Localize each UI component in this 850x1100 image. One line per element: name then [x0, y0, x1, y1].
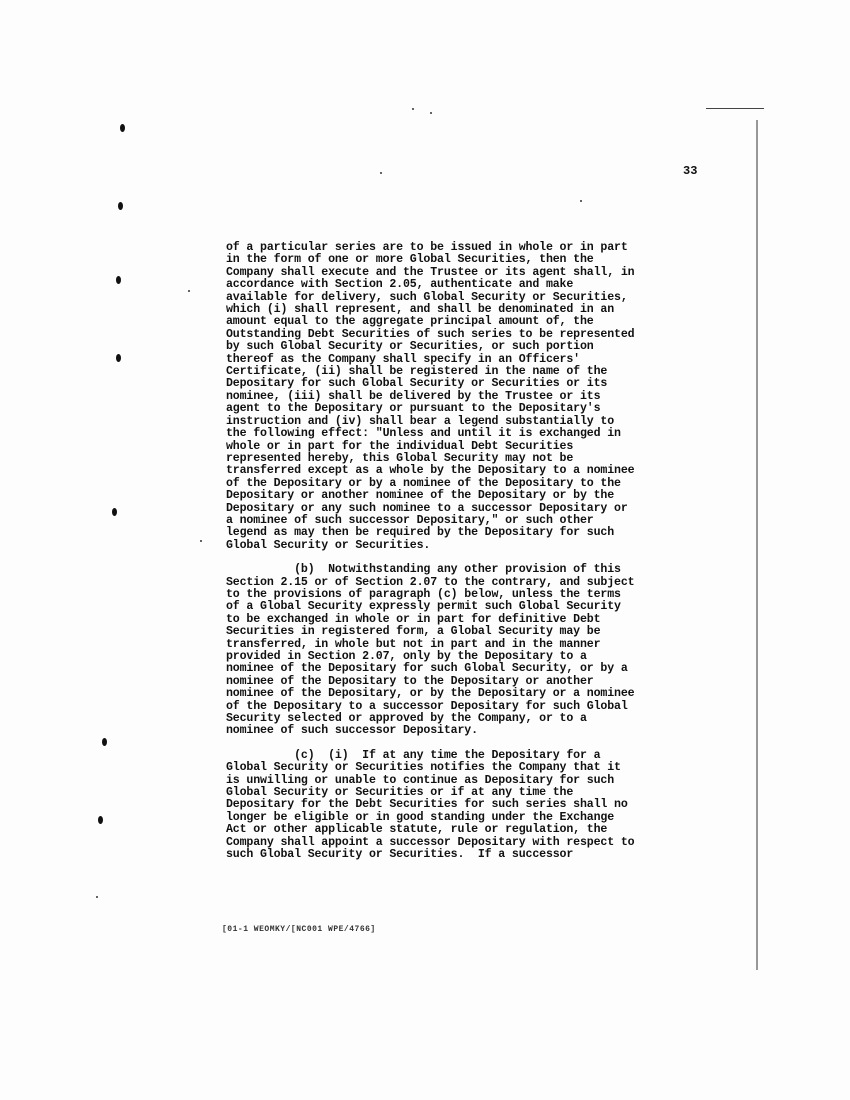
text-line: nominee of the Depositary for such Global Security, or by a	[226, 662, 628, 676]
text-line: of a Global Security expressly permit such Global Security	[226, 600, 621, 614]
scan-speck	[188, 290, 190, 292]
text-line: provided in Section 2.07, only by the Depositary to a	[226, 650, 587, 663]
binder-hole	[116, 354, 121, 362]
text-line: Section 2.15 or of Section 2.07 to the contrary, and subject	[226, 575, 635, 589]
binder-hole	[118, 202, 123, 210]
binder-hole	[120, 124, 125, 132]
text-line: Securities in registered form, a Global Security may be	[226, 625, 601, 639]
footer-document-code: [01-1 WEOMKY/[NC001 WPE/4766]	[222, 925, 376, 934]
text-line: of the Depositary or by a nominee of the Depositary to the	[226, 476, 621, 490]
text-line: longer be eligible or in good standing under the Exchange	[226, 810, 615, 824]
paragraph-container	[226, 242, 694, 862]
text-line: Global Security or Securities notifies the Company that it	[226, 761, 621, 775]
text-line: the following effect: "Unless and until it is exchanged in	[226, 427, 621, 441]
scan-speck	[96, 896, 98, 898]
text-line: Global Security or Securities.	[226, 538, 431, 552]
scan-speck	[412, 108, 414, 110]
scan-speck	[430, 112, 432, 114]
text-line: to be exchanged in whole or in part for definitive Debt	[226, 612, 601, 626]
text-line: thereof as the Company shall specify in an Officers'	[226, 352, 580, 366]
text-line: by such Global Security or Securities, or such portion	[226, 340, 594, 354]
text-line: Outstanding Debt Securities of such series to be represented	[226, 327, 635, 341]
body-text	[226, 242, 694, 862]
text-line: such Global Security or Securities. If a successor	[226, 848, 574, 862]
text-line: represented hereby, this Global Security may not be	[226, 451, 574, 465]
text-line: agent to the Depositary or pursuant to the Depositary's	[226, 402, 601, 416]
text-line: Security selected or approved by the Company, or to a	[226, 712, 587, 726]
text-line: Depositary for the Debt Securities for such series shall no	[226, 798, 628, 812]
scan-rule	[706, 108, 764, 109]
text-line: to the provisions of paragraph (c) below, unless the terms	[226, 587, 621, 601]
text-line: accordance with Section 2.05, authenticate and make	[226, 278, 574, 292]
text-line: Depositary or another nominee of the Depositary or by the	[226, 489, 615, 503]
text-line: Company shall execute and the Trustee or its agent shall, in	[226, 265, 635, 279]
text-line: which (i) shall represent, and shall be denominated in an	[226, 303, 615, 317]
text-line: Depositary for such Global Security or Securities or its	[226, 377, 608, 391]
text-line: Depositary or any such nominee to a successor Depositary or	[226, 501, 628, 515]
text-line: of the Depositary to a successor Depositary for such Global	[226, 699, 628, 713]
binder-hole	[116, 276, 121, 284]
text-line: Company shall appoint a successor Depositary with respect to	[226, 835, 635, 849]
text-line: legend as may then be required by the Depositary for such	[226, 526, 615, 540]
text-line: transferred except as a whole by the Depositary to a nominee	[226, 464, 635, 478]
page-number: 33	[683, 164, 698, 178]
text-line: instruction and (iv) shall bear a legend substantially to	[226, 414, 615, 428]
scan-speck	[580, 200, 582, 202]
text-line: whole or in part for the individual Debt Securities	[226, 439, 574, 453]
text-line: is unwilling or unable to continue as Depositary for such	[226, 773, 615, 787]
text-line: of a particular series are to be issued in whole or in part	[226, 241, 628, 254]
binder-hole	[98, 816, 103, 824]
text-line: (b) Notwithstanding any other provision of this	[226, 563, 621, 577]
text-line: (c) (i) If at any time the Depositary for a	[226, 748, 601, 762]
scan-speck	[380, 172, 382, 174]
scan-edge-line	[752, 120, 758, 970]
text-line: Act or other applicable statute, rule or regulation, the	[226, 823, 608, 837]
text-line: available for delivery, such Global Security or Securities,	[226, 290, 628, 304]
scan-speck	[200, 540, 202, 542]
text-line: Global Security or Securities or if at any time the	[226, 786, 574, 800]
text-line: amount equal to the aggregate principal amount of, the	[226, 315, 594, 329]
text-line: nominee of the Depositary to the Depositary or another	[226, 674, 594, 688]
text-line: nominee of the Depositary, or by the Depositary or a nominee	[226, 687, 635, 701]
text-line: nominee, (iii) shall be delivered by the Trustee or its	[226, 389, 601, 403]
text-line: nominee of such successor Depositary.	[226, 724, 478, 738]
text-line: in the form of one or more Global Securities, then the	[226, 253, 594, 267]
text-line: a nominee of such successor Depositary," or such other	[226, 513, 594, 527]
binder-hole	[112, 508, 117, 516]
text-line: transferred, in whole but not in part and in the manner	[226, 637, 601, 651]
text-line: Certificate, (ii) shall be registered in the name of the	[226, 365, 608, 379]
binder-hole	[102, 738, 107, 746]
